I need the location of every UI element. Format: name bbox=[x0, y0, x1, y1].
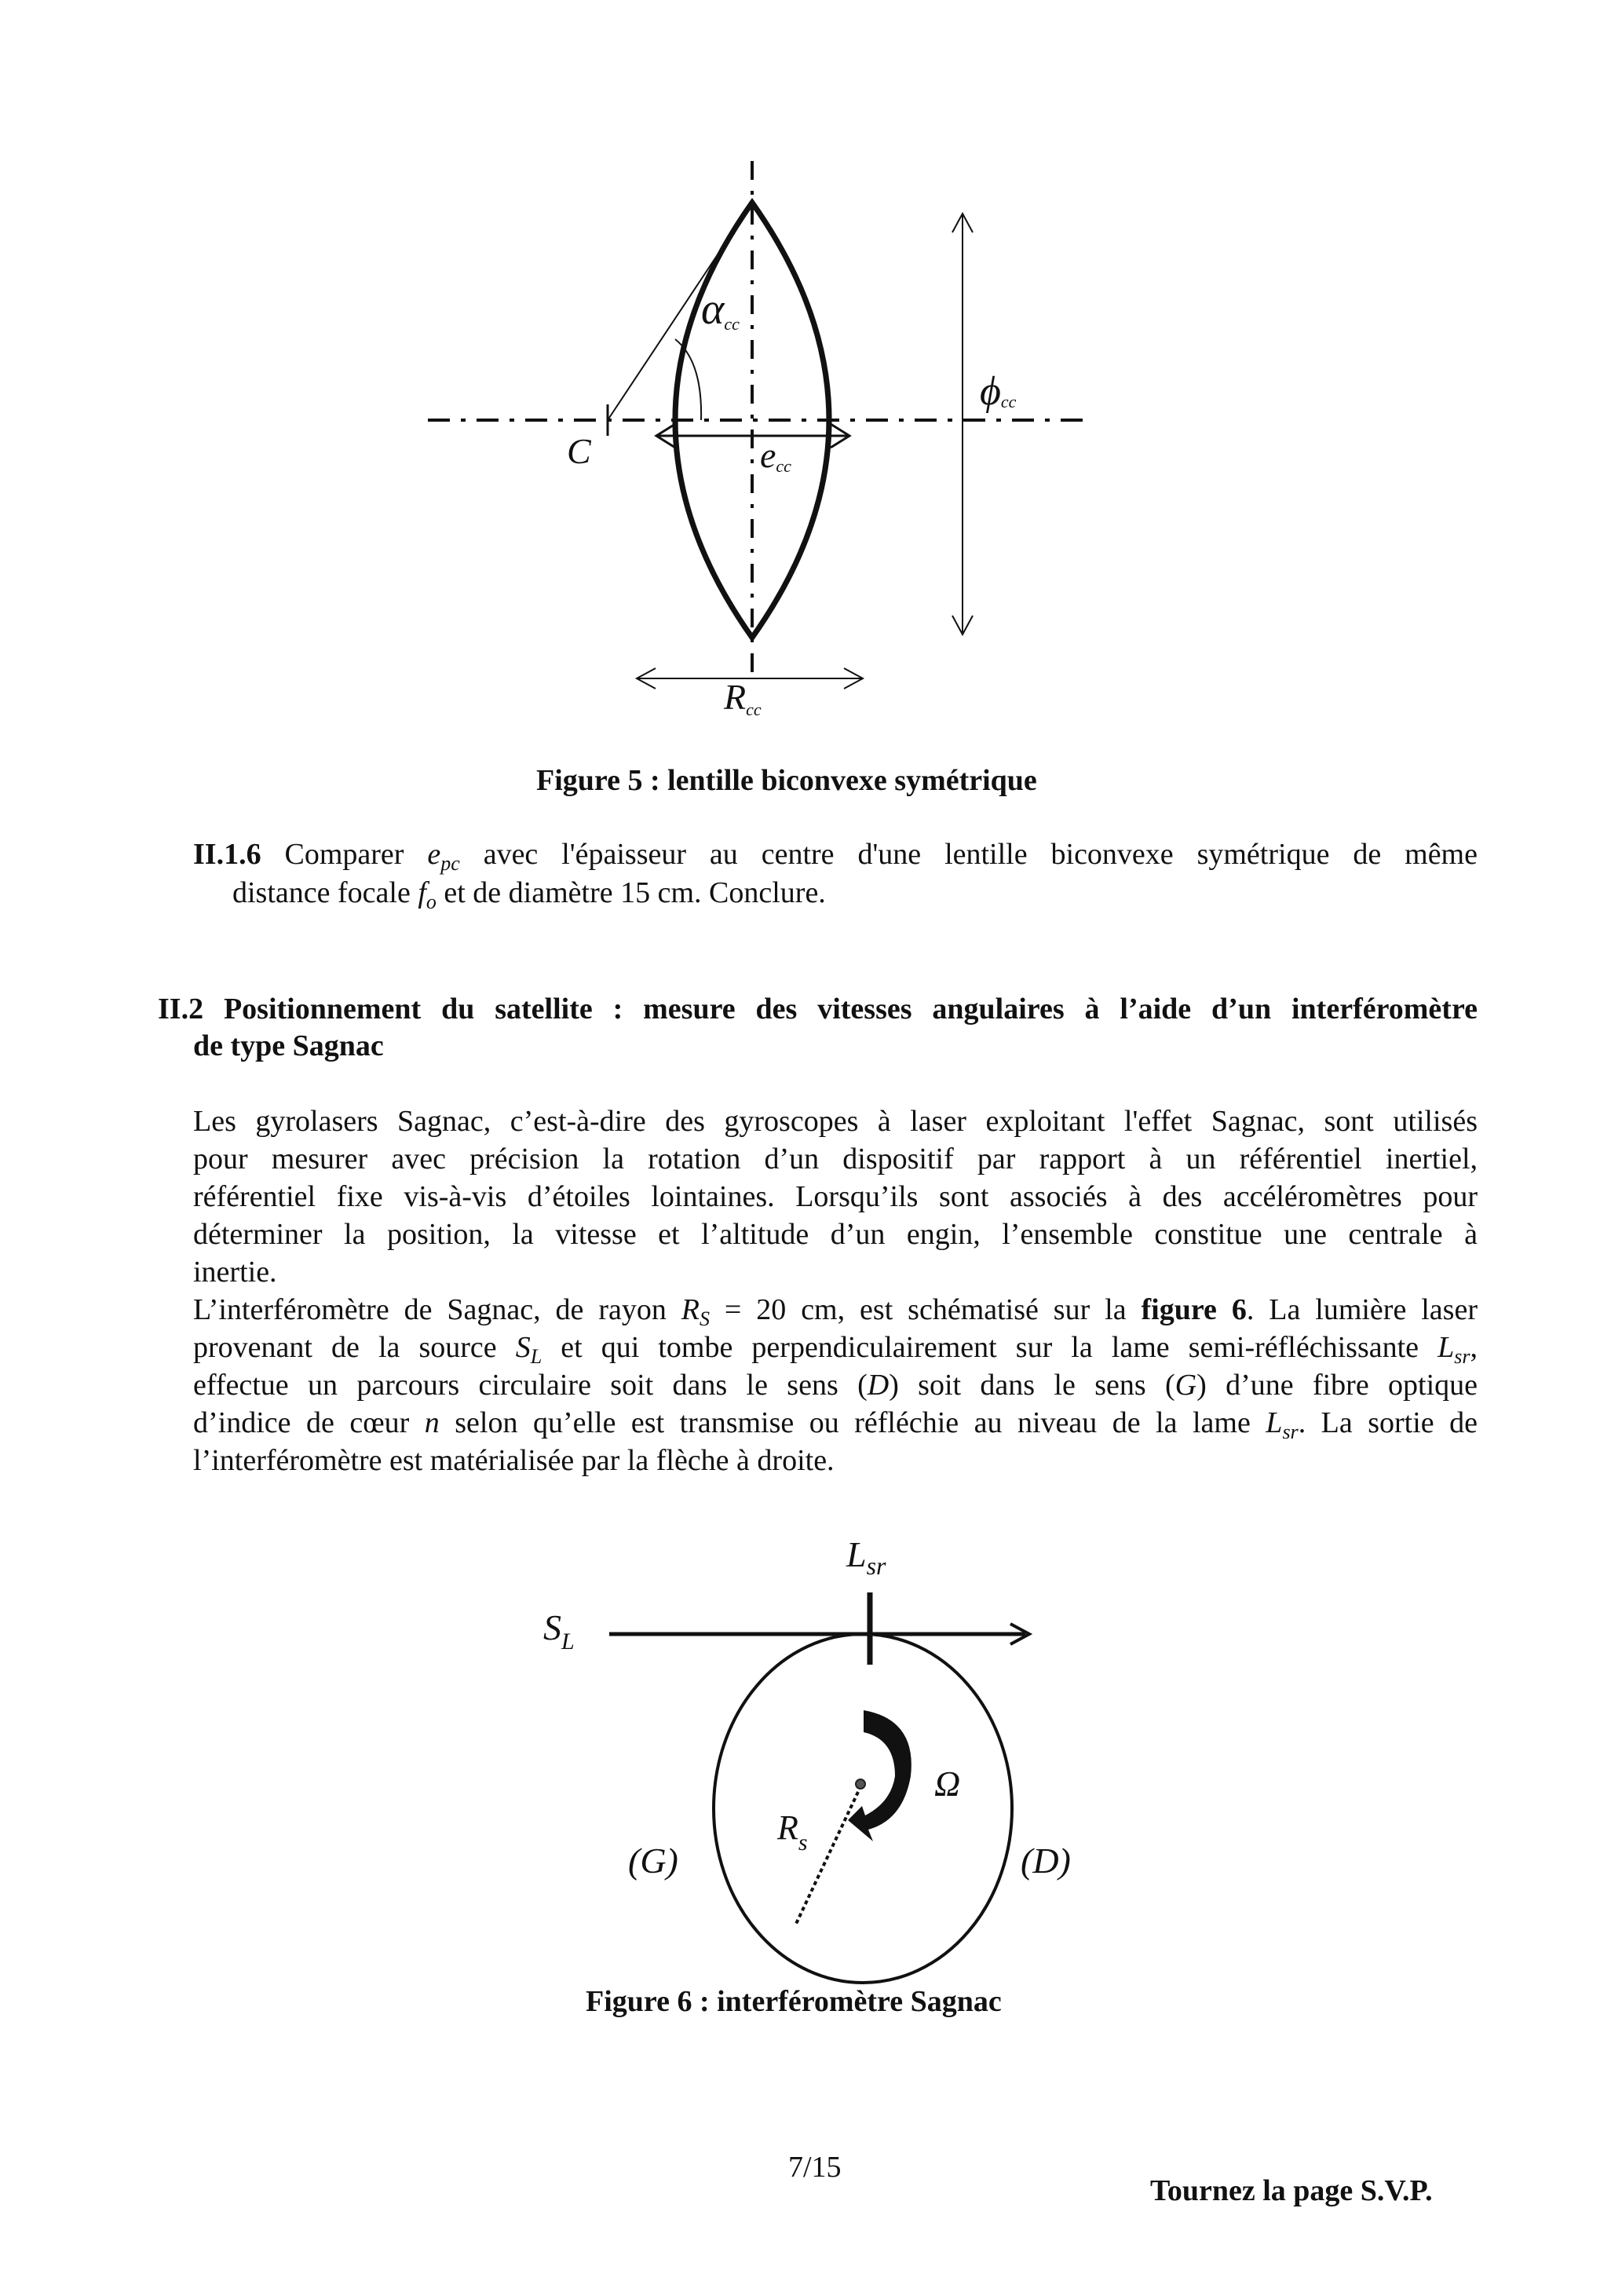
label-D: (D) bbox=[1021, 1841, 1071, 1881]
text-segment: f bbox=[418, 876, 426, 909]
text-segment: , bbox=[1470, 1331, 1478, 1364]
p1-3 bbox=[193, 1178, 1478, 1216]
text-segment: Comparer bbox=[261, 838, 428, 871]
text-segment: Figure 6 : interféromètre Sagnac bbox=[586, 1985, 1002, 2018]
label-phi: ϕcc bbox=[980, 369, 1017, 414]
rotation-arrow-icon bbox=[848, 1710, 911, 1841]
text-segment: S bbox=[700, 1307, 710, 1330]
text-segment: selon qu’elle est transmise ou réfléchie au niveau de la lame bbox=[439, 1406, 1266, 1439]
text-segment: Les gyrolasers Sagnac, c’est-à-dire des gyroscopes à laser exploitant l'effet Sagnac, sont utilisés bbox=[193, 1105, 1478, 1138]
text-segment: o bbox=[426, 890, 437, 913]
caption-fig5 bbox=[536, 762, 1037, 799]
text-segment: Tournez la page S.V.P. bbox=[1150, 2174, 1433, 2207]
label-Rs: $R_s$ bbox=[777, 1808, 808, 1855]
p2-3 bbox=[193, 1366, 1478, 1404]
text-segment: inertie. bbox=[193, 1256, 277, 1289]
label-C: C bbox=[567, 431, 591, 471]
text-segment: sr bbox=[1454, 1345, 1470, 1368]
q-ii16-2 bbox=[232, 874, 826, 921]
p1-4 bbox=[193, 1216, 1478, 1253]
text-segment: L bbox=[1266, 1406, 1283, 1439]
text-segment: D bbox=[867, 1369, 890, 1402]
heading-ii2-2 bbox=[193, 1027, 384, 1065]
footer-turn-page bbox=[1150, 2172, 1433, 2210]
text-segment: figure 6 bbox=[1141, 1293, 1247, 1326]
text-segment: référentiel fixe vis-à-vis d’étoiles lointaines. Lorsqu’ils sont associés à des accéléromètres pour bbox=[193, 1180, 1478, 1213]
text-segment: 7/15 bbox=[788, 2151, 842, 2184]
text-segment: S bbox=[515, 1331, 531, 1364]
text-segment: L bbox=[530, 1345, 542, 1368]
page-number bbox=[788, 2148, 842, 2186]
text-segment: effectue un parcours circulaire soit dans le sens ( bbox=[193, 1369, 868, 1402]
text-segment: pc bbox=[440, 852, 460, 875]
text-segment: R bbox=[681, 1293, 700, 1326]
text-segment: n bbox=[424, 1406, 440, 1439]
text-segment: ) d’une fibre optique bbox=[1196, 1369, 1478, 1402]
p1-1 bbox=[193, 1102, 1478, 1140]
label-e: ecc bbox=[760, 435, 791, 476]
p1-5 bbox=[193, 1253, 277, 1291]
text-segment: L bbox=[1438, 1331, 1455, 1364]
text-segment: et qui tombe perpendiculairement sur la lame semi-réfléchissante bbox=[542, 1331, 1438, 1364]
text-segment: d’indice de cœur bbox=[193, 1406, 425, 1439]
text-segment: et de diamètre 15 cm. Conclure. bbox=[436, 876, 826, 909]
label-omega: Ω bbox=[934, 1764, 961, 1804]
text-segment: provenant de la source bbox=[193, 1331, 516, 1364]
label-alpha: αcc bbox=[701, 285, 740, 334]
text-segment: = 20 cm, est schématisé sur la bbox=[710, 1293, 1142, 1326]
text-segment: pour mesurer avec précision la rotation d’un dispositif par rapport à un référentiel inertiel, bbox=[193, 1143, 1478, 1175]
text-segment: sr bbox=[1282, 1420, 1299, 1443]
center-dot bbox=[856, 1779, 865, 1789]
radius-dotted bbox=[796, 1792, 858, 1924]
caption-fig6 bbox=[586, 1983, 1002, 2020]
p2-5 bbox=[193, 1442, 835, 1479]
text-segment: II.2 Positionnement du satellite : mesure des vitesses angulaires à l’aide d’un interféromètre bbox=[158, 993, 1478, 1026]
text-segment: II.1.6 bbox=[193, 838, 261, 871]
text-segment: e bbox=[427, 838, 441, 871]
text-segment: ) soit dans le sens ( bbox=[889, 1369, 1175, 1402]
text-segment: . La lumière laser bbox=[1246, 1293, 1478, 1326]
p1-2 bbox=[193, 1140, 1478, 1178]
text-segment: L’interféromètre de Sagnac, de rayon bbox=[193, 1293, 681, 1326]
text-segment: l’interféromètre est matérialisée par la flèche à droite. bbox=[193, 1444, 835, 1477]
heading-ii2-1 bbox=[158, 990, 1478, 1028]
label-R: Rcc bbox=[724, 677, 762, 719]
text-segment: distance focale bbox=[232, 876, 418, 909]
label-Lsr: $L_{sr}$ bbox=[846, 1534, 886, 1580]
text-segment: déterminer la position, la vitesse et l’altitude d’un engin, l’ensemble constitue une centrale à bbox=[193, 1218, 1478, 1251]
label-G: (G) bbox=[628, 1841, 678, 1881]
text-segment: Figure 5 : lentille biconvexe symétrique bbox=[536, 764, 1037, 797]
text-segment: . La sortie de bbox=[1298, 1406, 1478, 1439]
text-segment: avec l'épaisseur au centre d'une lentille biconvexe symétrique de même bbox=[459, 838, 1478, 871]
label-SL: $S_L$ bbox=[543, 1607, 575, 1654]
text-segment: de type Sagnac bbox=[193, 1029, 384, 1062]
text-segment: G bbox=[1174, 1369, 1197, 1402]
